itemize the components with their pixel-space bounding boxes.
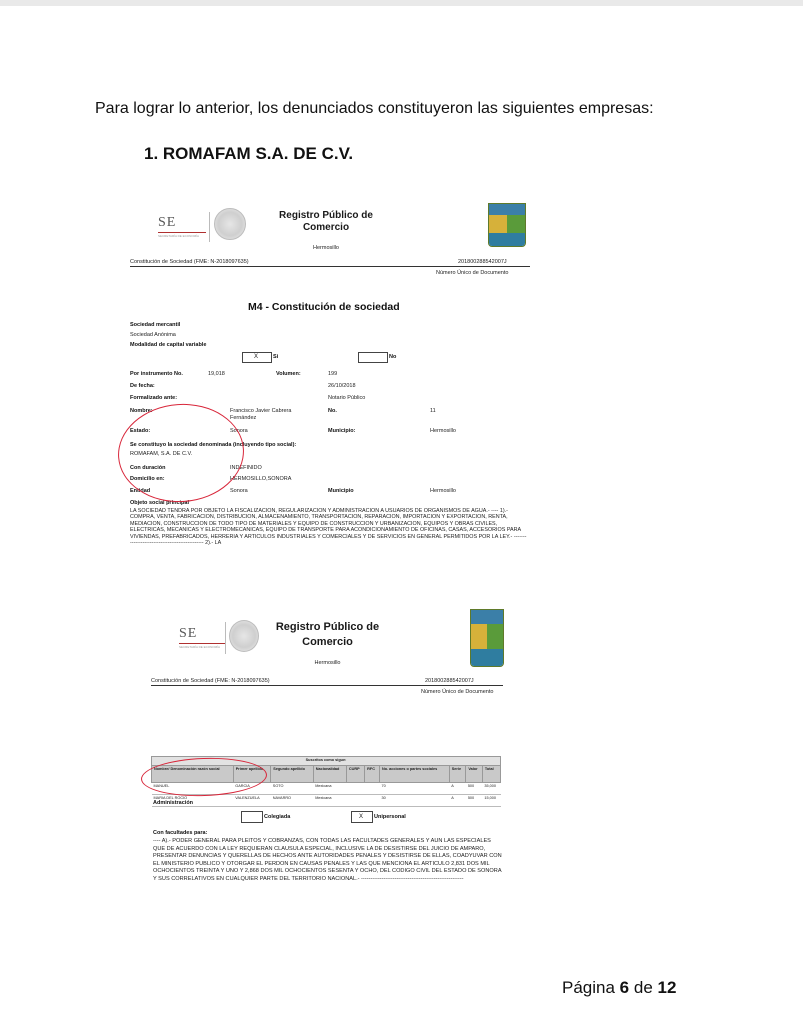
table-cell: [365, 783, 380, 795]
table-cell: 500: [466, 783, 483, 795]
constituyo-label: Se constituyo la sociedad denominada (incluyendo tipo social):: [130, 442, 297, 448]
unipersonal-checkbox: X: [351, 811, 373, 823]
nombre-value-line1: Francisco Javier Cabrera: [230, 408, 292, 414]
instrumento-label: Por instrumento No.: [130, 371, 183, 377]
table-cell: 500: [466, 795, 483, 807]
notario-no-value: 11: [430, 408, 436, 414]
national-seal-icon: [229, 620, 259, 652]
sonora-shield-icon: [488, 203, 526, 247]
registry-city: Hermosillo: [313, 245, 339, 251]
volumen-label: Volumen:: [276, 371, 301, 377]
table-header-cell: Segundo apellido: [271, 766, 313, 783]
table-header-cell: Valor: [466, 766, 483, 783]
section-title: M4 - Constitución de sociedad: [248, 301, 400, 313]
notario-no-label: No.: [328, 408, 337, 414]
table-cell: [346, 795, 364, 807]
table-cell: Mexicana: [313, 783, 346, 795]
registry-city: Hermosillo: [314, 660, 341, 666]
estado-value: Sonora: [230, 428, 248, 434]
table-row: [152, 795, 501, 807]
table-cell: [365, 795, 380, 807]
constituyo-value: ROMAFAM, S.A. DE C.V.: [130, 451, 193, 457]
fecha-label: De fecha:: [130, 383, 155, 389]
estado-label: Estado:: [130, 428, 151, 434]
no-label: No: [389, 354, 397, 360]
table-header-cell: Nombre/ Denominación razón social: [152, 766, 234, 783]
unipersonal-label: Unipersonal: [374, 814, 406, 820]
registry-title: Registro Público de Comercio: [275, 621, 380, 648]
top-edge: [0, 0, 803, 6]
entidad-label: Entidad: [130, 488, 151, 494]
table-cell: A: [449, 783, 466, 795]
entidad-value: Sonora: [230, 488, 248, 494]
table-cell: GARCIA: [233, 783, 271, 795]
document-number-label: Número Único de Documento: [436, 270, 509, 276]
se-logo-icon: SE SECRETARÍA DE ECONOMÍA: [158, 215, 206, 238]
registry-title: Registro Público de Comercio: [279, 210, 373, 233]
nombre-label: Nombre:: [130, 408, 153, 414]
intro-paragraph: Para lograr lo anterior, los denunciados constituyeron las siguientes empresas:: [95, 100, 654, 117]
formalizado-value: Notario Público: [328, 395, 366, 401]
municipio2-value: Hermosillo: [430, 488, 456, 494]
table-cell: A: [449, 795, 466, 807]
table-header-cell: Nacionalidad: [313, 766, 346, 783]
page-number: Página 6 de 12: [562, 978, 677, 997]
sociedad-mercantil-value: Sociedad Anónima: [130, 332, 176, 338]
document-number: 201800288542007J: [458, 259, 507, 265]
facultades-text: ---- A).- PODER GENERAL PARA PLEITOS Y COBRANZAS, CON TODAS LAS FACULTADES GENERALES Y AUN LAS ESPECIALES QUE DE ACUERDO CON LA LEY REQUIERAN CLAUSULA ESPECIAL, INCLUSIVE LA DE DESISTIRSE DEL JUICIO DE AMPARO, PRESENTAR DENUNCIAS Y QUERELLAS DE HECHOS ANTE AUTORIDADES PENALES Y DESISTIRSE DE ELLAS, COADYUVAR CON EL MINISTERIO PUBLICO Y OTORGAR EL PERDON EN CAUSAS PENALES Y LAS QUE MENCIONA EL ARTICULO 2,831 DOS MIL OCHOCIENTOS TREINTA Y UNO Y 2,868 DOS MIL OCHOCIENTOS SESENTA Y OCHO, DEL CODIGO CIVIL DEL ESTADO DE SONORA Y SUS CORRELATIVOS EN CUALQUIER PARTE DEL TERRITORIO NACIONAL.- -------------------------------------------------------: [153, 838, 502, 882]
document-number: 201800288542007J: [425, 678, 474, 684]
table-cell: [346, 783, 364, 795]
domicilio-label: Domicilio en:: [130, 476, 165, 482]
sociedad-mercantil-label: Sociedad mercantil: [130, 322, 181, 328]
constitution-ref: Constitución de Sociedad (FME: N-2018097635): [151, 678, 270, 684]
fecha-value: 26/10/2018: [328, 383, 356, 389]
instrumento-value: 19,018: [208, 371, 225, 377]
facultades-label: Con facultades para:: [153, 830, 208, 836]
duracion-label: Con duración: [130, 465, 166, 471]
colegiada-checkbox: [241, 811, 263, 823]
table-cell: SOTO: [271, 783, 313, 795]
constitution-ref: Constitución de Sociedad (FME: N-2018097635): [130, 259, 249, 265]
modalidad-label: Modalidad de capital variable: [130, 342, 207, 348]
table-header-cell: RFC: [365, 766, 380, 783]
municipio2-label: Municipio: [328, 488, 354, 494]
table-cell: VALENZUELA: [233, 795, 271, 807]
volumen-value: 199: [328, 371, 338, 377]
se-logo-icon: SE SECRETARÍA DE ECONOMÍA: [179, 626, 225, 649]
formalizado-label: Formalizado ante:: [130, 395, 178, 401]
objeto-text: LA SOCIEDAD TENDRA POR OBJETO LA FISCALIZACION, REGULARIZACION Y ADMINISTRACION A USUARIOS DE ORGANISMOS DE AGUA.- ---- 1).- COMPRA, VENTA, FABRICACION, DISTRIBUCION, ALMACENAMIENTO, TRANSPORTACION, REPARACION, IMPORTACION Y EXPORTACION, RENTA, MEDIACION, CONSTRUCCION DE TODO TIPO DE MATERIALES Y EQUIPO DE CONSTRUCCION Y URBANIZACION, EQUIPOS Y OBRAS CIVILES, ELECTRICAS, MECANICAS Y ELECTROMECANICAS, EQUIPO DE TRANSPORTE PARA ACONDICIONAMIENTO DE OFICINAS, CASAS, ACCESORIOS PARA VIVIENDAS, PREFABRICADOS, HERRERIA Y ARTICULOS INDUSTRIALES Y COMERCIALES Y DE SERVICIOS EN GENERAL PERMITIDOS POR LA LEY.- ------------------------------------------------ 2).- LA: [130, 508, 527, 547]
table-cell: MARIA DEL ROCIO: [152, 795, 234, 807]
constitution-document-page-1: [126, 198, 532, 578]
table-header-cell: No. acciones o partes sociales: [379, 766, 449, 783]
table-caption: Suscritos como sigue:: [152, 757, 501, 766]
table-cell: 15,000: [482, 795, 500, 807]
table-cell: Mexicana: [313, 795, 346, 807]
table-cell: MANUEL: [152, 783, 234, 795]
table-cell: 35,000: [482, 783, 500, 795]
colegiada-label: Colegiada: [264, 814, 291, 820]
document-number-label: Número Único de Documento: [421, 689, 494, 695]
table-cell: 70: [379, 783, 449, 795]
table-header-cell: Primer apellido: [233, 766, 271, 783]
constitution-document-page-2: [145, 604, 507, 914]
administracion-label: Administración: [153, 800, 194, 806]
municipio-label: Municipio:: [328, 428, 356, 434]
company-heading: 1. ROMAFAM S.A. DE C.V.: [144, 144, 354, 163]
table-header-cell: Total: [482, 766, 500, 783]
table-header-cell: CURP: [346, 766, 364, 783]
municipio-value: Hermosillo: [430, 428, 456, 434]
objeto-label: Objeto social principal: [130, 500, 189, 506]
table-header-cell: Serie: [449, 766, 466, 783]
national-seal-icon: [214, 208, 246, 240]
no-checkbox: [358, 352, 388, 363]
sonora-shield-icon: [470, 609, 504, 667]
si-checkbox: X: [242, 352, 272, 363]
table-cell: NAVARRO: [271, 795, 313, 807]
domicilio-value: HERMOSILLO,SONORA: [230, 476, 292, 482]
table-cell: 30: [379, 795, 449, 807]
duracion-value: INDEFINIDO: [230, 465, 262, 471]
nombre-value-line2: Fernández: [230, 415, 257, 421]
si-label: Si: [273, 354, 279, 360]
